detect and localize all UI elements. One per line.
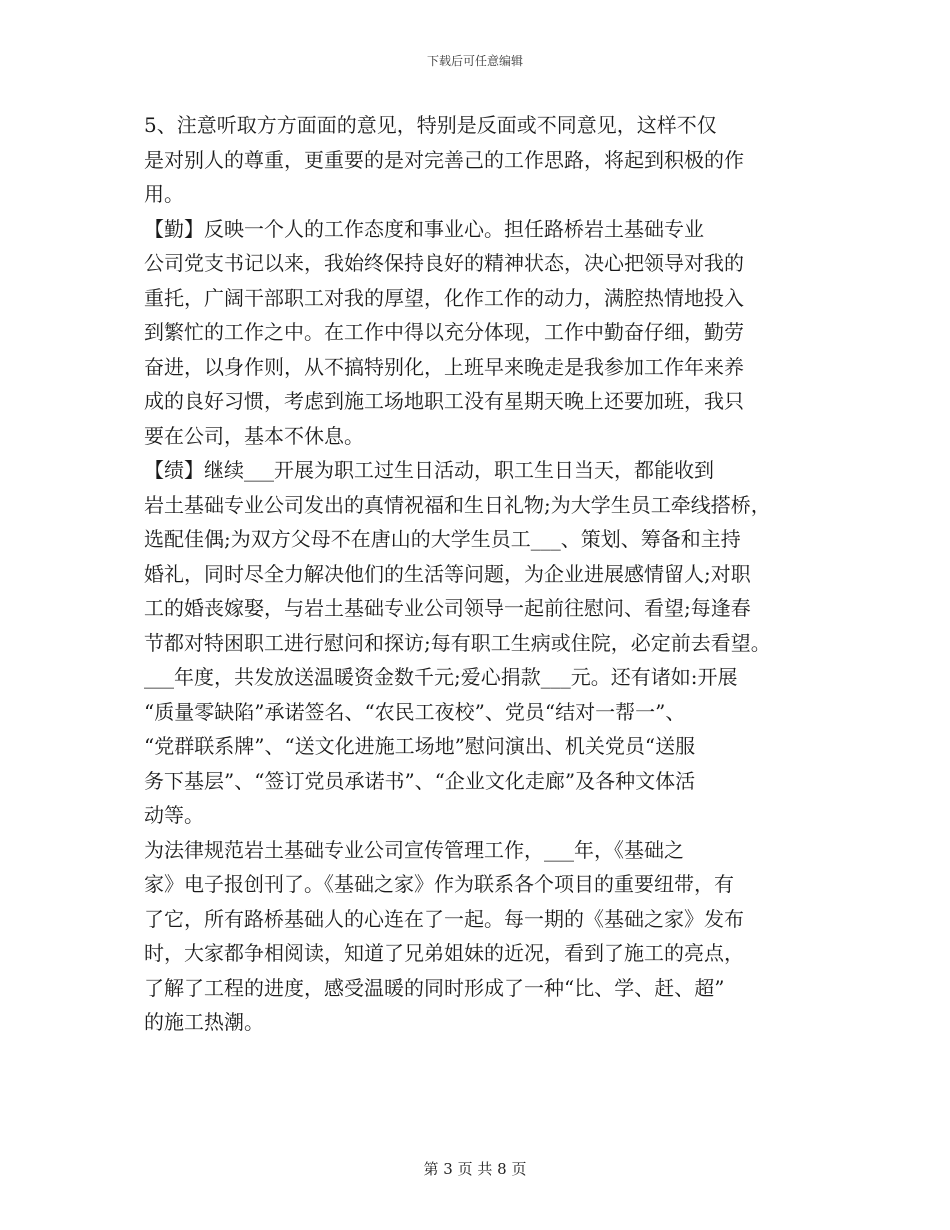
paragraph-diligence: 【勤】反映一个人的工作态度和事业心。担任路桥岩土基础专业 公司党支书记以来，我始终保持良好的精神状态，决心把领导对我的 重托，广阔干部职工对我的厚望，化作工作的动力，满腔热情地投入 到繁忙的工作之中。在工作中得以充分体现，工作中勤奋仔细，勤劳 奋进，以身作则，从不搞特别化，上班早来晚走是我参加工作年来养 成的良好习惯，考虑到施工场地职工没有星期天晚上还要加班，我只 要在公司，基本不休息。 [144,216,744,448]
paragraph-achievements: 【绩】继续___开展为职工过生日活动，职工生日当天，都能收到 岩土基础专业公司发出的真情祝福和生日礼物;为大学生员工牵线搭桥， 选配佳偶;为双方父母不在唐山的大学生员工___、策划、筹备和主持 婚礼，同时尽全力解决他们的生活等问题，为企业进展感情留人;对职 工的婚丧嫁娶，与岩土基础专业公司领导一起前往慰问、看望;每逢春 节都对特困职工进行慰问和探访;每有职工生病或住院，必定前去看望。 ___年度，共发放送温暖资金数千元;爱心捐款___元。还有诸如:开展 “质量零缺陷”承诺签名、“农民工夜校”、党员“结对一帮一”、 “党群联系牌”、“送文化进施工场地”慰问演出、机关党员“送服 务下基层”、“签订党员承诺书”、“企业文化走廊”及各种文体活 动等。 [144,458,771,827]
paragraph-newsletter: 为法律规范岩土基础专业公司宣传管理工作，___年，《基础之 家》电子报创刊了。《基础之家》作为联系各个项目的重要纽带，有 了它，所有路桥基础人的心连在了一起。每一期的《基础之家》发布 时，大家都争相阅读，知道了兄弟姐妹的近况，看到了施工的亮点， 了解了工程的进度，感受温暖的同时形成了一种“比、学、赶、超” 的施工热潮。 [144,837,744,1034]
page-header-note: 下载后可任意编辑 [426,54,523,68]
paragraph-listening: 5、注意听取方方面面的意见，特别是反面或不同意见，这样不仅 是对别人的尊重，更重要的是对完善己的工作思路，将起到积极的作 用。 [144,113,744,206]
page-number: 第 3 页 共 8 页 [423,1160,527,1178]
document-body [144,108,820,1040]
